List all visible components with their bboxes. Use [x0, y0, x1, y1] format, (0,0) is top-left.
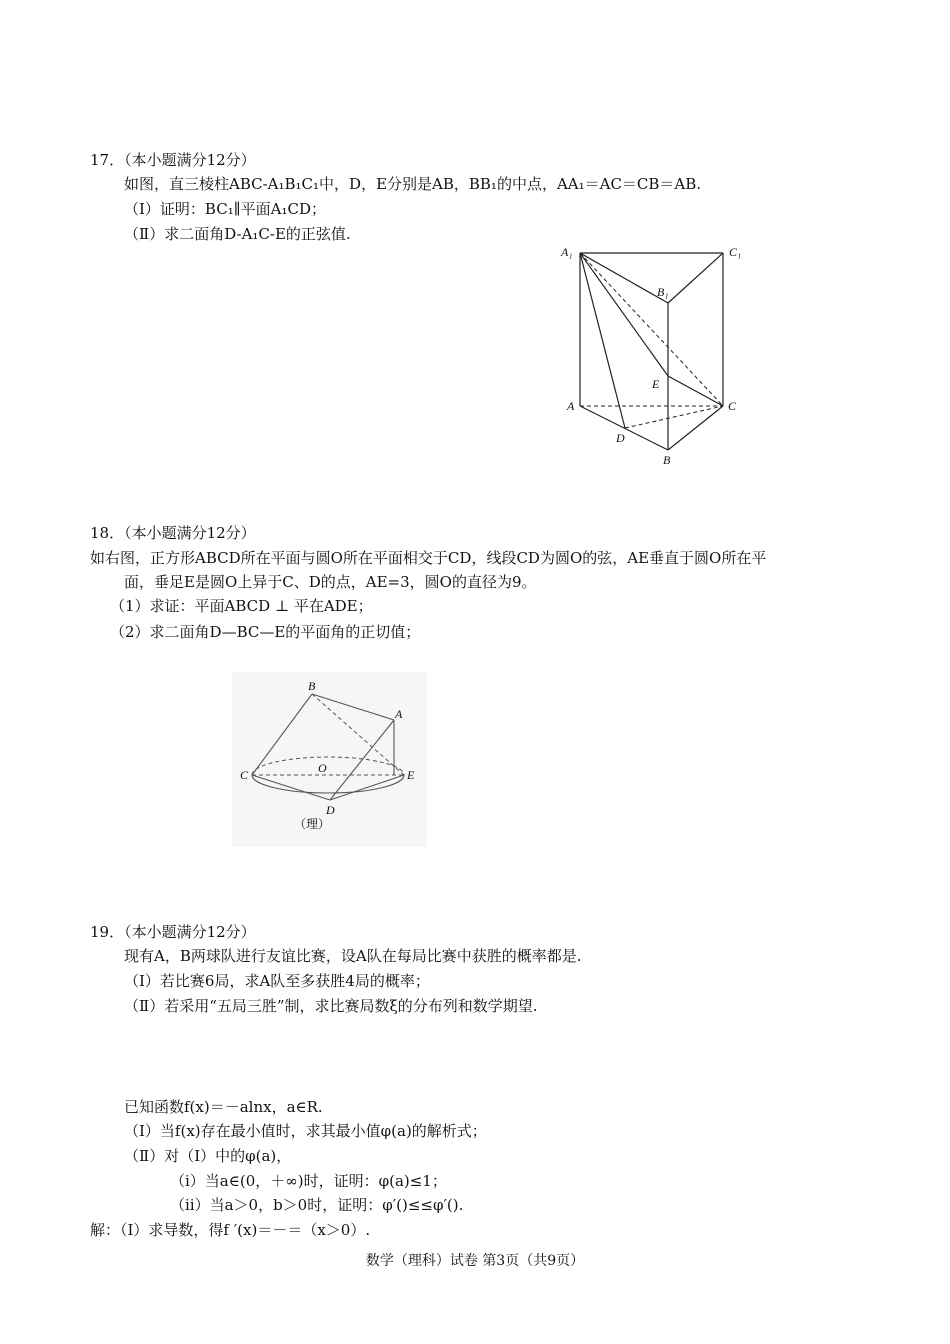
q20-part1: （Ⅰ）当f(x)存在最小值时，求其最小值φ(a)的解析式； — [124, 1122, 487, 1140]
label-a1: A₁ — [561, 245, 573, 259]
q18-stem-line1: 如右图，正方形ABCD所在平面与圆O所在平面相交于CD，线段CD为圆O的弦，AE垂直于圆O所在平 — [90, 549, 767, 567]
label-a: A — [567, 399, 575, 413]
circle-label-c: C — [240, 768, 249, 782]
q19-part1: （Ⅰ）若比赛6局，求A队至多获胜4局的概率； — [124, 972, 430, 990]
q18-part2: （2）求二面角D—BC—E的平面角的正切值； — [110, 623, 421, 641]
label-b1: B₁ — [657, 285, 669, 299]
q20-part2: （Ⅱ）对（Ⅰ）中的φ(a)， — [124, 1147, 292, 1165]
label-c: C — [728, 399, 737, 413]
q20-part2-i: （ⅰ）当a∈(0，＋∞)时，证明：φ(a)≤1； — [170, 1172, 447, 1190]
q20-part2-ii: （ⅱ）当a＞0，b＞0时，证明：φ′()≤≤φ′(). — [170, 1196, 464, 1214]
q20-stem: 已知函数f(x)＝－alnx，a∈R. — [124, 1098, 323, 1116]
q17-part2: （Ⅱ）求二面角D-A₁C-E的正弦值. — [124, 225, 351, 243]
circle-label-a: A — [395, 707, 403, 721]
q18-stem-line2: 面，垂足E是圆O上异于C、D的点，AE=3，圆O的直径为9。 — [124, 573, 537, 591]
circle-label-b: B — [308, 679, 316, 693]
circle-label-o: O — [318, 761, 327, 775]
circle-label-e: E — [407, 768, 415, 782]
figure-caption: （理） — [294, 817, 331, 831]
label-b: B — [663, 453, 671, 467]
circle-label-d: D — [326, 803, 335, 817]
q18-heading: 18．（本小题满分12分） — [90, 524, 256, 542]
q19-heading: 19．（本小题满分12分） — [90, 923, 256, 941]
circle-square-figure — [232, 672, 427, 847]
q18-part1: （1）求证：平面ABCD ⊥ 平在ADE； — [110, 597, 373, 615]
q19-stem: 现有A，B两球队进行友谊比赛，设A队在每局比赛中获胜的概率都是. — [124, 947, 582, 965]
label-c1: C₁ — [729, 245, 742, 259]
q20-solution: 解：（Ⅰ）求导数，得f ′(x)＝－＝（x＞0）. — [90, 1221, 371, 1239]
q17-stem: 如图，直三棱柱ABC-A₁B₁C₁中，D，E分别是AB，BB₁的中点，AA₁＝AC＝CB＝AB. — [124, 175, 702, 193]
q17-part1: （Ⅰ）证明：BC₁∥平面A₁CD； — [124, 200, 326, 218]
label-d: D — [616, 431, 625, 445]
page-footer: 数学（理科）试卷 第3页（共9页） — [365, 1253, 585, 1269]
prism-figure — [555, 238, 765, 470]
q19-part2: （Ⅱ）若采用“五局三胜”制，求比赛局数ξ的分布列和数学期望. — [124, 997, 538, 1015]
q17-heading: 17．（本小题满分12分） — [90, 151, 256, 169]
label-e: E — [652, 377, 660, 391]
